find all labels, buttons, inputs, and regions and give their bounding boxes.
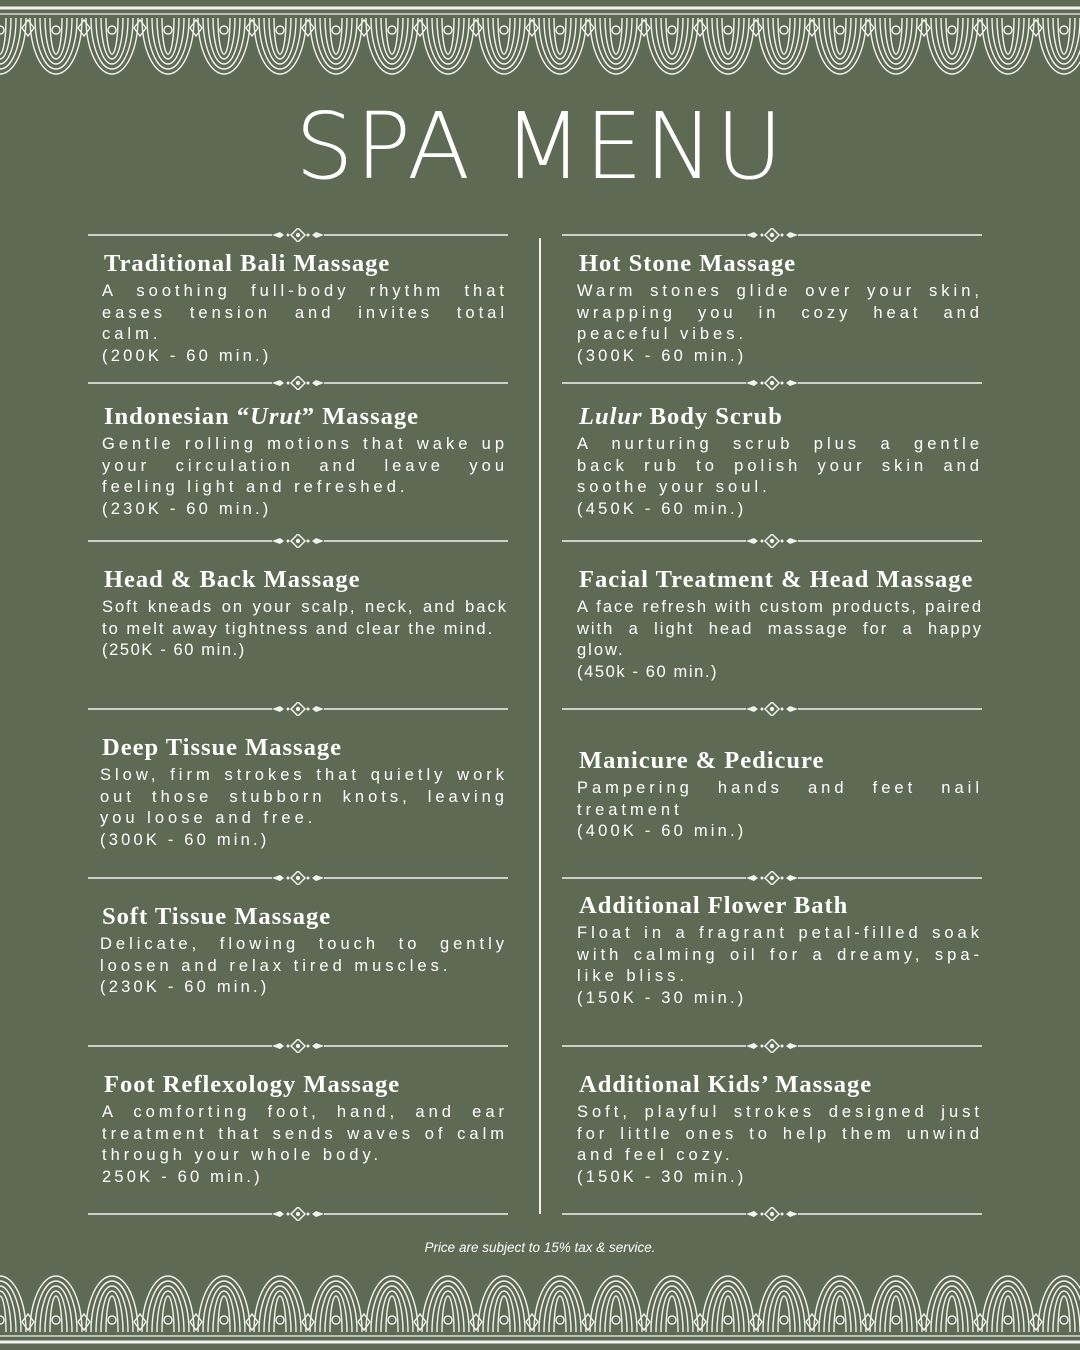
ornament-divider bbox=[562, 702, 982, 716]
item-description: A face refresh with custom products, paired with a light head massage for a happy glow. bbox=[577, 598, 983, 659]
item-price: (230K - 60 min.) bbox=[102, 499, 272, 518]
ornament-divider bbox=[88, 702, 508, 716]
ornament-divider bbox=[88, 1039, 508, 1053]
menu-item-traditional-bali-massage bbox=[104, 249, 514, 367]
item-price: (450k - 60 min.) bbox=[577, 662, 719, 681]
ornament-divider bbox=[88, 534, 508, 548]
item-title: Facial Treatment & Head Massage bbox=[579, 566, 974, 593]
item-title: Lulur Body Scrub bbox=[579, 403, 783, 430]
item-price: (450K - 60 min.) bbox=[577, 499, 747, 518]
item-description: A nurturing scrub plus a gentle back rub to polish your skin and soothe your soul. bbox=[577, 435, 983, 496]
menu-item-additional-kids-massage bbox=[579, 1070, 989, 1188]
ornament-divider bbox=[562, 228, 982, 242]
menu-item-deep-tissue-massage bbox=[102, 733, 512, 851]
item-description: Float in a fragrant petal-filled soak with calming oil for a dreamy, spa-like bliss. bbox=[577, 924, 983, 985]
item-price: (300K - 60 min.) bbox=[577, 346, 747, 365]
menu-item-soft-tissue-massage bbox=[102, 902, 512, 999]
center-divider-line bbox=[539, 238, 541, 1214]
item-price: 250K - 60 min.) bbox=[102, 1167, 263, 1186]
menu-item-manicure-pedicure bbox=[579, 746, 989, 843]
item-title: Additional Kids’ Massage bbox=[579, 1071, 873, 1098]
item-description: Slow, firm strokes that quietly work out those stubborn knots, leaving you loose and free. bbox=[100, 766, 508, 827]
ornament-divider bbox=[88, 376, 508, 390]
item-title: Foot Reflexology Massage bbox=[104, 1071, 401, 1098]
ornament-divider bbox=[562, 1207, 982, 1221]
ornament-divider bbox=[88, 1207, 508, 1221]
item-title: Hot Stone Massage bbox=[579, 250, 797, 277]
item-price: (200K - 60 min.) bbox=[102, 346, 272, 365]
ornament-divider bbox=[562, 534, 982, 548]
menu-item-foot-reflexology-massage bbox=[104, 1070, 514, 1188]
page-title: SPA MENU bbox=[295, 93, 785, 200]
menu-item-lulur-body-scrub bbox=[579, 402, 989, 520]
item-title: Additional Flower Bath bbox=[579, 892, 849, 919]
menu-item-hot-stone-massage bbox=[579, 249, 989, 367]
item-price: (150K - 30 min.) bbox=[577, 1167, 747, 1186]
ornament-divider bbox=[88, 871, 508, 885]
menu-item-urut-massage bbox=[104, 402, 514, 520]
item-title: Indonesian “Urut” Massage bbox=[104, 403, 420, 430]
item-description: Gentle rolling motions that wake up your circulation and leave you feeling light and refreshed. bbox=[102, 435, 508, 496]
item-price: (400K - 60 min.) bbox=[577, 822, 747, 840]
item-description: Soft kneads on your scalp, neck, and back to melt away tightness and clear the mind. bbox=[102, 598, 508, 638]
ornament-divider bbox=[562, 1039, 982, 1053]
item-price: (300K - 60 min.) bbox=[100, 830, 270, 849]
ornament-divider bbox=[562, 871, 982, 885]
tax-footnote: Price are subject to 15% tax & service. bbox=[424, 1240, 656, 1255]
item-title: Traditional Bali Massage bbox=[104, 250, 391, 277]
bottom-ornamental-border bbox=[0, 1266, 1080, 1350]
menu-item-additional-flower-bath bbox=[579, 891, 989, 1009]
item-title: Deep Tissue Massage bbox=[102, 734, 342, 761]
item-price: (250K - 60 min.) bbox=[102, 641, 246, 659]
item-description: Pampering hands and feet nail treatment bbox=[577, 779, 983, 819]
item-description: Warm stones glide over your skin, wrapping you in cozy heat and peaceful vibes. bbox=[577, 282, 983, 343]
item-price: (230K - 60 min.) bbox=[100, 978, 270, 996]
top-ornamental-border bbox=[0, 0, 1080, 84]
item-title: Manicure & Pedicure bbox=[579, 747, 825, 774]
ornament-divider bbox=[88, 228, 508, 242]
item-description: Soft, playful strokes designed just for little ones to help them unwind and feel cozy. bbox=[577, 1103, 983, 1164]
ornament-divider bbox=[562, 376, 982, 390]
menu-item-facial-treatment-head-massage bbox=[579, 565, 1009, 683]
item-description: A soothing full-body rhythm that eases tension and invites total calm. bbox=[102, 282, 508, 343]
item-price: (150K - 30 min.) bbox=[577, 988, 747, 1007]
item-description: Delicate, flowing touch to gently loosen and relax tired muscles. bbox=[100, 935, 508, 975]
menu-item-head-back-massage bbox=[104, 565, 514, 662]
item-title: Soft Tissue Massage bbox=[102, 903, 332, 930]
item-title: Head & Back Massage bbox=[104, 566, 361, 593]
item-description: A comforting foot, hand, and ear treatment that sends waves of calm through your whole body. bbox=[102, 1103, 508, 1164]
